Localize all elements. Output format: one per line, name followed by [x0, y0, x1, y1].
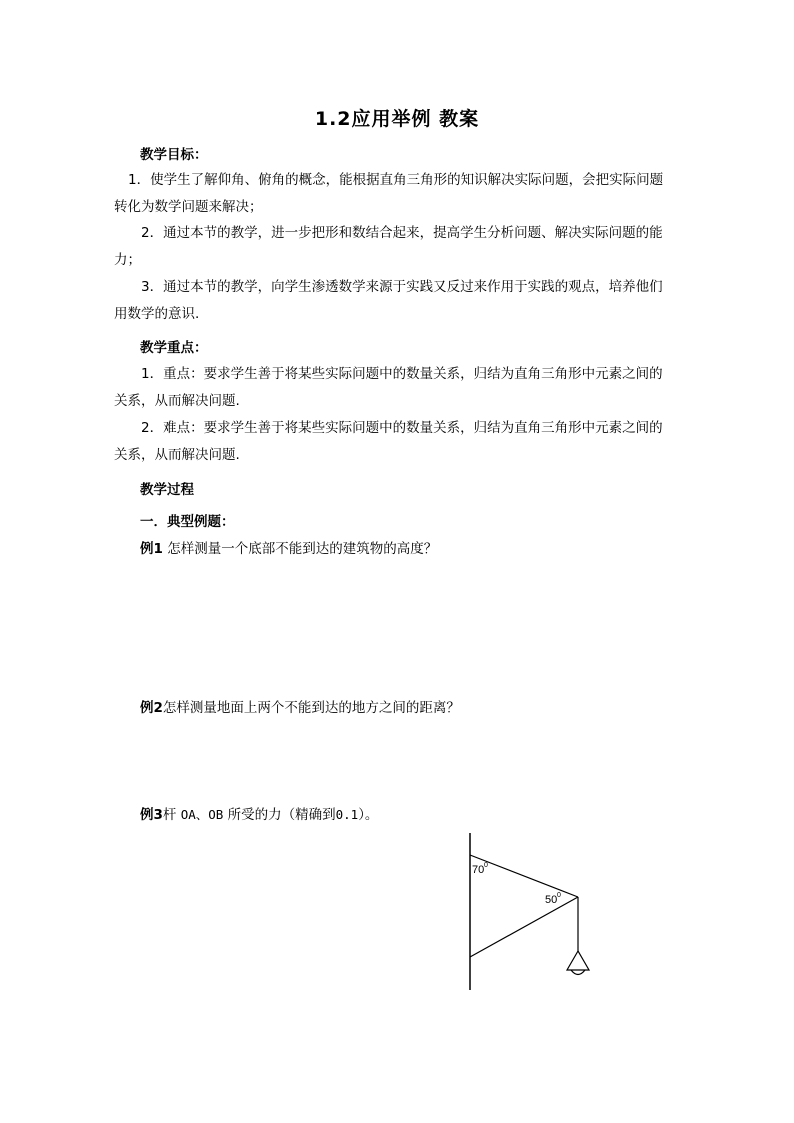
objective-3-line-1: 3．通过本节的教学，向学生渗透数学来源于实践又反过来作用于实践的观点，培养他们	[141, 279, 663, 295]
keypoints-heading: 教学重点：	[140, 340, 208, 356]
example-3-precision: 0.1	[335, 807, 359, 822]
keypoint-1-line-1: 1．重点：要求学生善于将某些实际问题中的数量关系，归结为直角三角形中元素之间的	[141, 366, 663, 382]
example-3-text-a: 杆	[162, 807, 177, 823]
rod-ob	[470, 897, 578, 957]
objective-3-line-2: 用数学的意识.	[114, 306, 200, 322]
objective-1-line-1: 1．使学生了解仰角、俯角的概念，能根据直角三角形的知识解决实际问题，会把实际问题	[128, 172, 664, 188]
weight-triangle	[567, 951, 589, 970]
example-1-text: 怎样测量一个底部不能到达的建筑物的高度？	[162, 541, 438, 557]
example-2-label: 例2	[140, 700, 163, 716]
keypoint-2-line-2: 关系，从而解决问题.	[114, 447, 240, 463]
objectives-heading: 教学目标：	[140, 147, 208, 163]
objective-1-line-2: 转化为数学问题来解决；	[114, 199, 263, 215]
keypoint-2-line-1: 2．难点：要求学生善于将某些实际问题中的数量关系，归结为直角三角形中元素之间的	[141, 420, 663, 436]
example-1-label: 例1	[140, 541, 163, 557]
angle-top-label: 70	[472, 864, 485, 876]
page-title: 1.2应用举例 教案	[314, 108, 480, 130]
section-heading: 一．典型例题：	[140, 514, 235, 530]
example-3-text-c: ）。	[358, 807, 379, 823]
angle-top-degree: 0	[484, 862, 488, 869]
process-heading: 教学过程	[140, 482, 194, 498]
example-3-label: 例3	[140, 807, 163, 823]
example-3-rods: OA、OB	[180, 807, 224, 822]
weight-base-arc	[571, 970, 585, 975]
keypoint-1-line-2: 关系，从而解决问题.	[114, 393, 240, 409]
objective-2-line-2: 力；	[114, 252, 141, 268]
angle-right-degree: 0	[557, 892, 561, 899]
example-3-text-b: 所受的力（精确到	[227, 807, 336, 823]
objective-2-line-1: 2．通过本节的教学，进一步把形和数结合起来，提高学生分析问题、解决实际问题的能	[141, 225, 663, 241]
angle-right-label: 50	[545, 894, 558, 906]
example-2-text: 怎样测量地面上两个不能到达的地方之间的距离？	[162, 700, 460, 716]
